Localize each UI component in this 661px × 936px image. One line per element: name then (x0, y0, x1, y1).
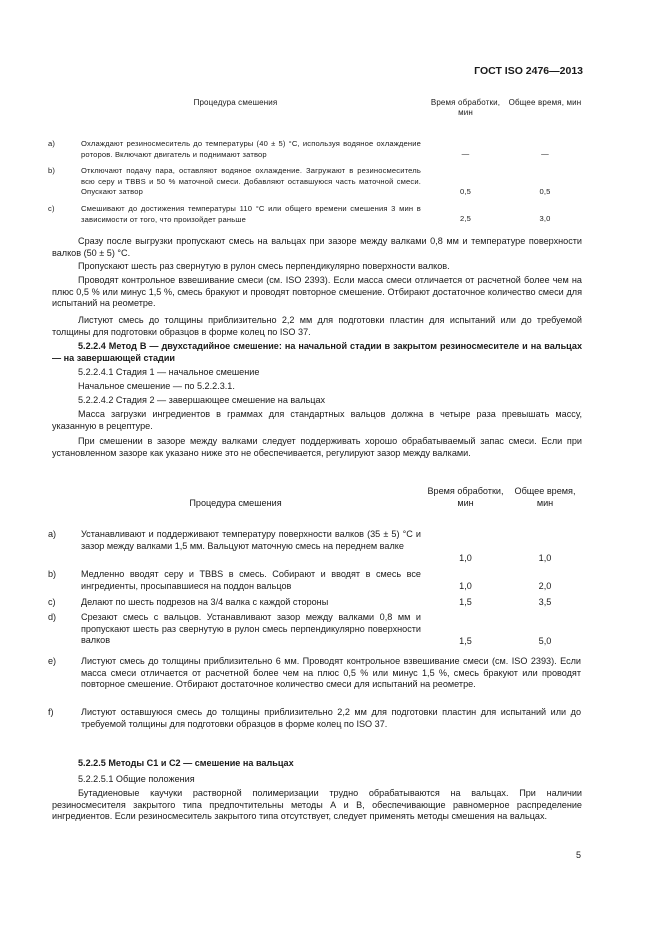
row-text: Смешивают до достижения температуры 110 °С или общего времени смешения 3 мин в зависимости от того, что произойдет раньше (81, 204, 421, 224)
section-heading-5225: 5.2.2.5 Методы С1 и С2 — смешение на вальцах (78, 758, 294, 768)
paragraph: Бутадиеновые каучуки растворной полимеризации трудно обрабатываются на вальцах. При наличии резиносмесителя закрытого типа предпочтительны методы А и В, обеспечивающие равномерное распределение ингредиентов. Если резиносмеситель закрытого типа отсутствует, следует применять методы смешения на вальцах. (52, 788, 582, 822)
subsection-heading: 5.2.2.4.2 Стадия 2 — завершающее смешение на вальцах (78, 395, 326, 405)
page-number: 5 (575, 850, 581, 860)
paragraph: Проводят контрольное взвешивание смеси (см. ISO 2393). Если масса смеси отличается от расчетной более чем на плюс 0,5 % или минус 1,5 %, смесь бракуют и проводят повторное смешение. Отбирают достаточное количество смеси для испытаний на реометре. (52, 275, 582, 309)
col-total: Общее время, мин (514, 486, 576, 508)
subsection-heading: 5.2.2.4.1 Стадия 1 — начальное смешение (78, 367, 260, 377)
row-letter: a) (48, 529, 57, 539)
col-procedure: Процедура смешения (193, 98, 278, 107)
row-time: 2,5 (459, 214, 471, 223)
row-letter: e) (48, 656, 57, 666)
section-heading-5224: 5.2.2.4 Метод В — двухстадийное смешение: на начальной стадии в закрытом резиносмесителе и на вальцах — на завершающей стадии (52, 341, 582, 363)
row-text: Листуют оставшуюся смесь до толщины приблизительно 2,2 мм для подготовки пластин для испытаний или до требуемой толщины для подготовки образцов в форме колец по ISO 37. (81, 707, 581, 729)
row-letter: b) (48, 166, 56, 175)
col-time: Время обработки, мин (427, 486, 504, 508)
row-text: Охлаждают резиносмеситель до температуры (40 ± 5) °С, используя водяное охлаждение роторов. Включают двигатель и поднимают затвор (81, 139, 421, 159)
row-text: Отключают подачу пара, оставляют водяное охлаждение. Загружают в резиносмеситель всю серу и TBBS и 50 % маточной смеси. Добавляют оставшуюся часть маточной смеси. Опускают затвор (81, 166, 421, 196)
row-total: 3,0 (539, 214, 551, 223)
row-letter: a) (48, 139, 56, 148)
col-time: Время обработки, мин (430, 98, 501, 118)
row-letter: d) (48, 612, 57, 622)
paragraph: Листуют смесь до толщины приблизительно 2,2 мм для подготовки пластин для испытаний или до требуемой толщины для подготовки образцов в форме колец по ISO 37. (52, 315, 582, 337)
row-total: 2,0 (538, 581, 552, 591)
paragraph: Масса загрузки ингредиентов в граммах для стандартных вальцов должна в четыре раза превышать массу, указанную в рецептуре. (52, 409, 582, 431)
row-letter: c) (48, 597, 56, 607)
row-text: Устанавливают и поддерживают температуру поверхности валков (35 ± 5) °С и зазор между валками 1,5 мм. Вальцуют маточную смесь на переднем валке (81, 529, 421, 551)
row-time: 1,5 (459, 597, 472, 607)
paragraph: Пропускают шесть раз свернутую в рулон смесь перпендикулярно поверхности валков. (78, 261, 450, 271)
subsection-heading: 5.2.2.5.1 Общие положения (78, 774, 195, 784)
row-time: — (461, 149, 470, 158)
row-text: Делают по шесть подрезов на 3/4 валка с каждой стороны (81, 597, 329, 607)
row-total: 0,5 (539, 187, 551, 196)
row-letter: b) (48, 569, 57, 579)
row-time: 1,0 (459, 581, 472, 591)
row-total: — (541, 149, 549, 158)
document-id: ГОСТ ISO 2476—2013 (474, 65, 583, 77)
row-text: Листуют смесь до толщины приблизительно 6 мм. Проводят контрольное взвешивание смеси (см. ISO 2393). Если масса смеси отличается от расчетной более чем на плюс 0,5 % или минус 1,5 %, смесь бракуют или проводят повторное смешение. Отбирают достаточное количество смеси для испытаний на реометре. (81, 656, 581, 690)
col-procedure: Процедура смешения (189, 498, 282, 508)
row-time: 0,5 (459, 187, 471, 196)
row-text: Срезают смесь с вальцов. Устанавливают зазор между валками 0,8 мм и пропускают шесть раз свернутую в рулон смесь перпендикулярно поверхности валков (81, 612, 421, 646)
row-time: 1,0 (459, 553, 472, 563)
paragraph: Сразу после выгрузки пропускают смесь на вальцах при зазоре между валками 0,8 мм и температуре поверхности валков (50 ± 5) °С. (52, 236, 582, 258)
paragraph: При смешении в зазоре между валками следует поддерживать хорошо обрабатываемый запас смеси. Если при установленном зазоре как указано ниже это не обеспечивается, регулируют зазор между валками. (52, 436, 582, 458)
row-total: 3,5 (538, 597, 552, 607)
col-total: Общее время, мин (508, 98, 582, 107)
row-letter: f) (48, 707, 54, 717)
paragraph: Начальное смешение — по 5.2.2.3.1. (78, 381, 235, 391)
row-total: 5,0 (538, 636, 552, 646)
row-letter: c) (48, 204, 55, 213)
row-text: Медленно вводят серу и TBBS в смесь. Собирают и вводят в смесь все ингредиенты, просыпавшиеся на поддон вальцов (81, 569, 421, 591)
row-time: 1,5 (459, 636, 472, 646)
row-total: 1,0 (538, 553, 552, 563)
